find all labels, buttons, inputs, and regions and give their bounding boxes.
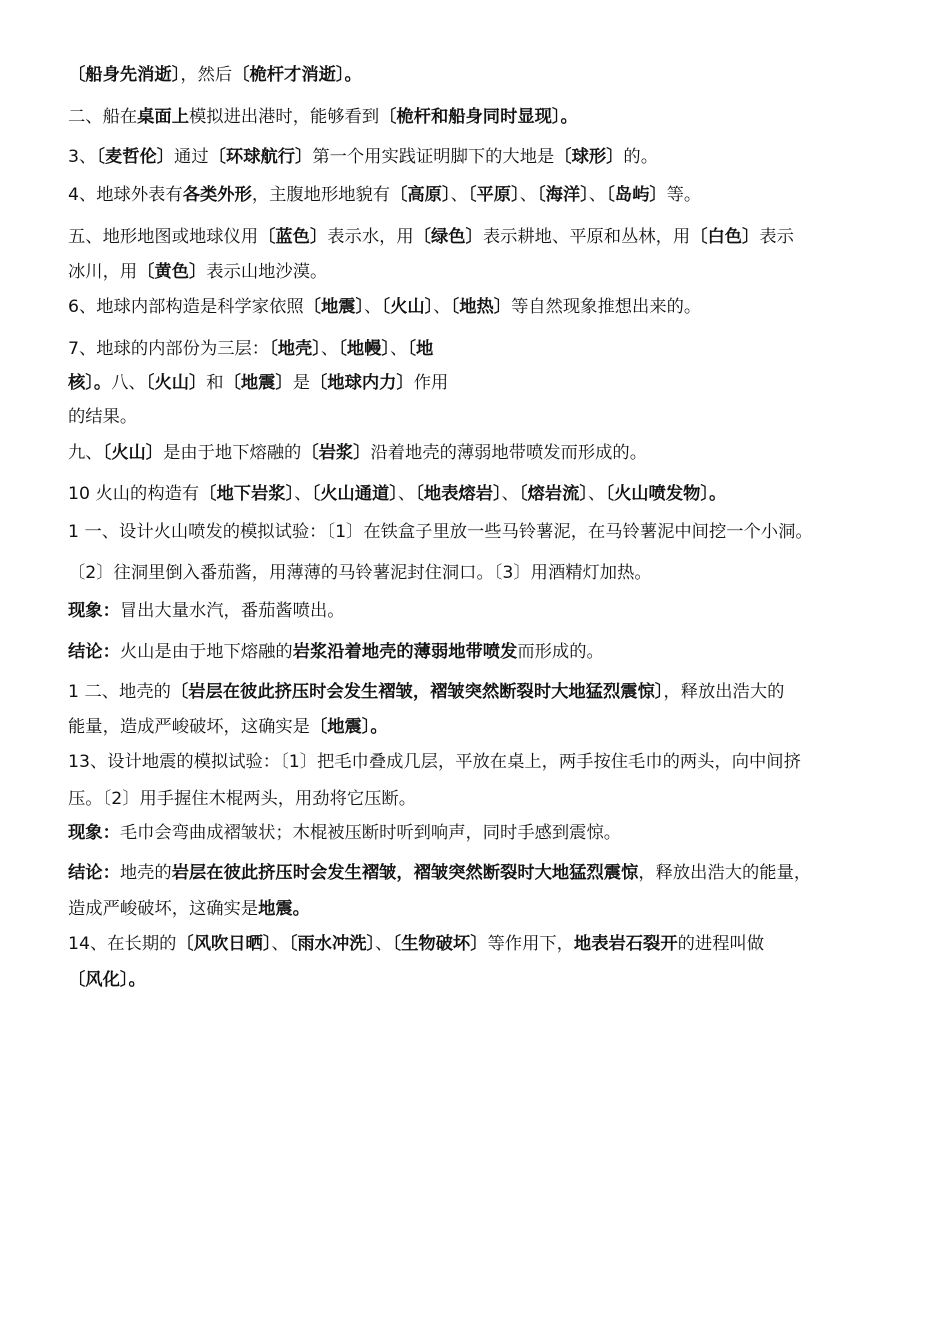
text-segment: 、	[450, 185, 468, 205]
text-segment: 等自然现象推想出来的。	[511, 297, 702, 317]
text-line	[68, 641, 898, 663]
text-segment: 、	[390, 339, 408, 359]
text-segment: 表示	[759, 227, 794, 247]
text-segment: 、	[294, 484, 312, 504]
text-segment: 沿着地壳的薄弱地带喷发而形成的。	[370, 443, 647, 463]
text-segment: 、	[433, 297, 451, 317]
text-segment: 的结果。	[68, 407, 138, 427]
bold-text: 〔桅杆和船身同时显现〕。	[379, 107, 578, 127]
text-line	[68, 751, 898, 773]
text-segment: 、	[588, 484, 606, 504]
bold-text: 〔桅杆才消逝〕。	[232, 65, 362, 85]
bold-text: 现象：	[68, 823, 120, 843]
bold-text: 桌面上	[137, 107, 189, 127]
text-segment: 、	[501, 484, 519, 504]
text-segment: 、	[519, 185, 538, 205]
text-line	[68, 338, 898, 360]
bold-text: 〔火山〕	[381, 297, 434, 317]
text-segment: 等作用下，	[487, 934, 574, 954]
bold-text: 〔风吹日晒〕	[176, 934, 272, 954]
text-segment: 地壳的	[119, 863, 172, 883]
bold-text: 〔平原〕	[467, 185, 520, 205]
text-segment: 表示水，用	[327, 227, 414, 247]
bold-text: 地震。	[258, 899, 310, 919]
text-segment: 13、设计地震的模拟试验：〔1〕把毛巾叠成几层，平放在桌上，两手按住毛巾的两头，向中间挤	[68, 752, 801, 772]
text-line	[68, 146, 898, 168]
bold-text: 〔高原〕	[390, 185, 451, 205]
bold-text: 〔白色〕	[690, 227, 760, 247]
text-segment: 压。〔2〕用手握住木棍两头，用劲将它压断。	[68, 789, 416, 809]
text-segment: 能量，造成严峻破坏，这确实是	[68, 717, 310, 737]
text-line	[68, 406, 898, 428]
bold-text: 〔火山〕	[102, 443, 164, 463]
text-segment: 、	[397, 484, 416, 504]
text-segment: 、	[375, 934, 393, 954]
text-line	[68, 442, 898, 464]
bold-text: 〔地幔〕	[338, 339, 391, 359]
bold-text: 〔地震〕。	[309, 717, 388, 737]
text-segment: 五、地形地图或地球仪用	[68, 227, 259, 247]
text-line	[68, 261, 898, 283]
text-line	[68, 600, 898, 622]
text-segment: 14、在长期的	[68, 934, 177, 954]
text-segment: 模拟进出港时，能够看到	[189, 107, 380, 127]
text-line	[68, 933, 898, 955]
bold-text: 〔地表熔岩〕	[415, 484, 502, 504]
text-segment: 4、地球外表有	[68, 185, 183, 205]
bold-text: 核〕。	[68, 373, 112, 393]
text-segment: ，主腹地形地貌有	[251, 185, 391, 205]
text-segment: 冒出大量水汽，番茄酱喷出。	[119, 601, 345, 621]
bold-text: 〔风化〕。	[68, 970, 146, 990]
text-segment: 3、	[68, 147, 97, 167]
bold-text: 地表岩石裂开	[573, 934, 678, 954]
text-segment: 1 一、设计火山喷发的模拟试验：〔1〕在铁盒子里放一些马铃薯泥，在马铃薯泥中间挖一个小洞。	[68, 522, 813, 542]
bold-text: 〔火山喷发物〕。	[605, 484, 727, 504]
bold-text: 结论：	[68, 642, 120, 662]
text-segment: 八、	[111, 373, 146, 393]
text-segment: 造成严峻破坏，这确实是	[68, 899, 259, 919]
text-segment: 1 二、地壳的	[68, 682, 171, 702]
text-segment: 表示山地沙漠。	[206, 262, 328, 282]
bold-text: 现象：	[68, 601, 120, 621]
text-segment: 九、	[68, 443, 103, 463]
bold-text: 〔地	[407, 339, 434, 359]
text-line	[68, 822, 898, 844]
text-segment: 等。	[666, 185, 702, 205]
text-segment: 通过	[174, 147, 209, 167]
text-segment: 的进程叫做	[677, 934, 765, 954]
bold-text: 〔熔岩流〕	[518, 484, 589, 504]
text-line	[68, 226, 898, 248]
text-line	[68, 483, 898, 505]
text-segment: 二、船在	[68, 107, 138, 127]
bold-text: 〔地壳〕	[269, 339, 321, 359]
bold-text: 〔地下岩浆〕	[199, 484, 295, 504]
bold-text: 岩浆沿着地壳的薄弱地带喷发	[292, 642, 518, 662]
text-line	[68, 562, 898, 584]
text-segment: 、	[271, 934, 289, 954]
text-segment: ，然后	[180, 65, 233, 85]
bold-text: 〔火山〕	[145, 373, 207, 393]
text-line	[68, 681, 898, 703]
text-segment: 是	[292, 373, 310, 393]
text-line	[68, 788, 898, 810]
bold-text: 〔岛屿〕	[606, 185, 667, 205]
text-segment: 冰川，用	[68, 262, 138, 282]
text-segment: 表示耕地、平原和丛林，用	[482, 227, 691, 247]
bold-text: 〔绿色〕	[413, 227, 483, 247]
text-line	[68, 106, 898, 128]
text-line	[68, 372, 898, 394]
bold-text: 〔海洋〕	[537, 185, 589, 205]
text-segment: 、	[320, 339, 339, 359]
text-segment: 7、地球的内部份为三层：	[68, 339, 270, 359]
text-segment: 、	[588, 185, 607, 205]
text-segment: 是由于地下熔融的	[163, 443, 302, 463]
text-line	[68, 862, 898, 884]
text-segment: 和	[206, 373, 224, 393]
bold-text: 〔火山通道〕	[311, 484, 398, 504]
bold-text: 各类外形	[182, 185, 252, 205]
bold-text: 〔地球内力〕	[310, 373, 414, 393]
bold-text: 〔黄色〕	[137, 262, 207, 282]
text-line	[68, 64, 898, 86]
text-line	[68, 296, 898, 318]
text-line	[68, 521, 898, 543]
text-line	[68, 898, 898, 920]
bold-text: 〔环球航行〕	[208, 147, 313, 167]
text-segment: 6、地球内部构造是科学家依照	[68, 297, 304, 317]
text-segment: ，释放出浩大的	[663, 682, 785, 702]
bold-text: 〔岩浆〕	[301, 443, 371, 463]
bold-text: 结论：	[68, 863, 120, 883]
text-segment: 而形成的。	[517, 642, 604, 662]
text-segment: 10 火山的构造有	[68, 484, 200, 504]
text-segment: 作用	[413, 373, 449, 393]
text-segment: 火山是由于地下熔融的	[119, 642, 293, 662]
text-segment: 、	[364, 297, 382, 317]
bold-text: 〔地震〕	[303, 297, 365, 317]
text-segment: 〔2〕往洞里倒入番茄酱，用薄薄的马铃薯泥封住洞口。〔3〕用酒精灯加热。	[68, 563, 652, 583]
text-segment: 毛巾会弯曲成褶皱状；木棍被压断时听到响声，同时手感到震惊。	[119, 823, 622, 843]
text-line	[68, 716, 898, 738]
bold-text: 〔雨水冲洗〕	[288, 934, 376, 954]
text-line	[68, 184, 898, 206]
bold-text: 〔生物破坏〕	[392, 934, 488, 954]
bold-text: 〔地热〕	[450, 297, 512, 317]
bold-text: 岩层在彼此挤压时会发生褶皱，褶皱突然断裂时大地猛烈震惊	[171, 863, 639, 883]
bold-text: 〔麦哲伦〕	[96, 147, 175, 167]
text-segment: 第一个用实践证明脚下的大地是	[312, 147, 555, 167]
bold-text: 〔蓝色〕	[258, 227, 328, 247]
bold-text: 〔地震〕	[223, 373, 293, 393]
bold-text: 〔球形〕	[554, 147, 624, 167]
text-segment: 的。	[623, 147, 658, 167]
bold-text: 〔船身先消逝〕	[68, 65, 181, 85]
text-segment: ，释放出浩大的能量，	[638, 863, 812, 883]
bold-text: 〔岩层在彼此挤压时会发生褶皱，褶皱突然断裂时大地猛烈震惊〕	[170, 682, 664, 702]
text-line	[68, 969, 898, 991]
